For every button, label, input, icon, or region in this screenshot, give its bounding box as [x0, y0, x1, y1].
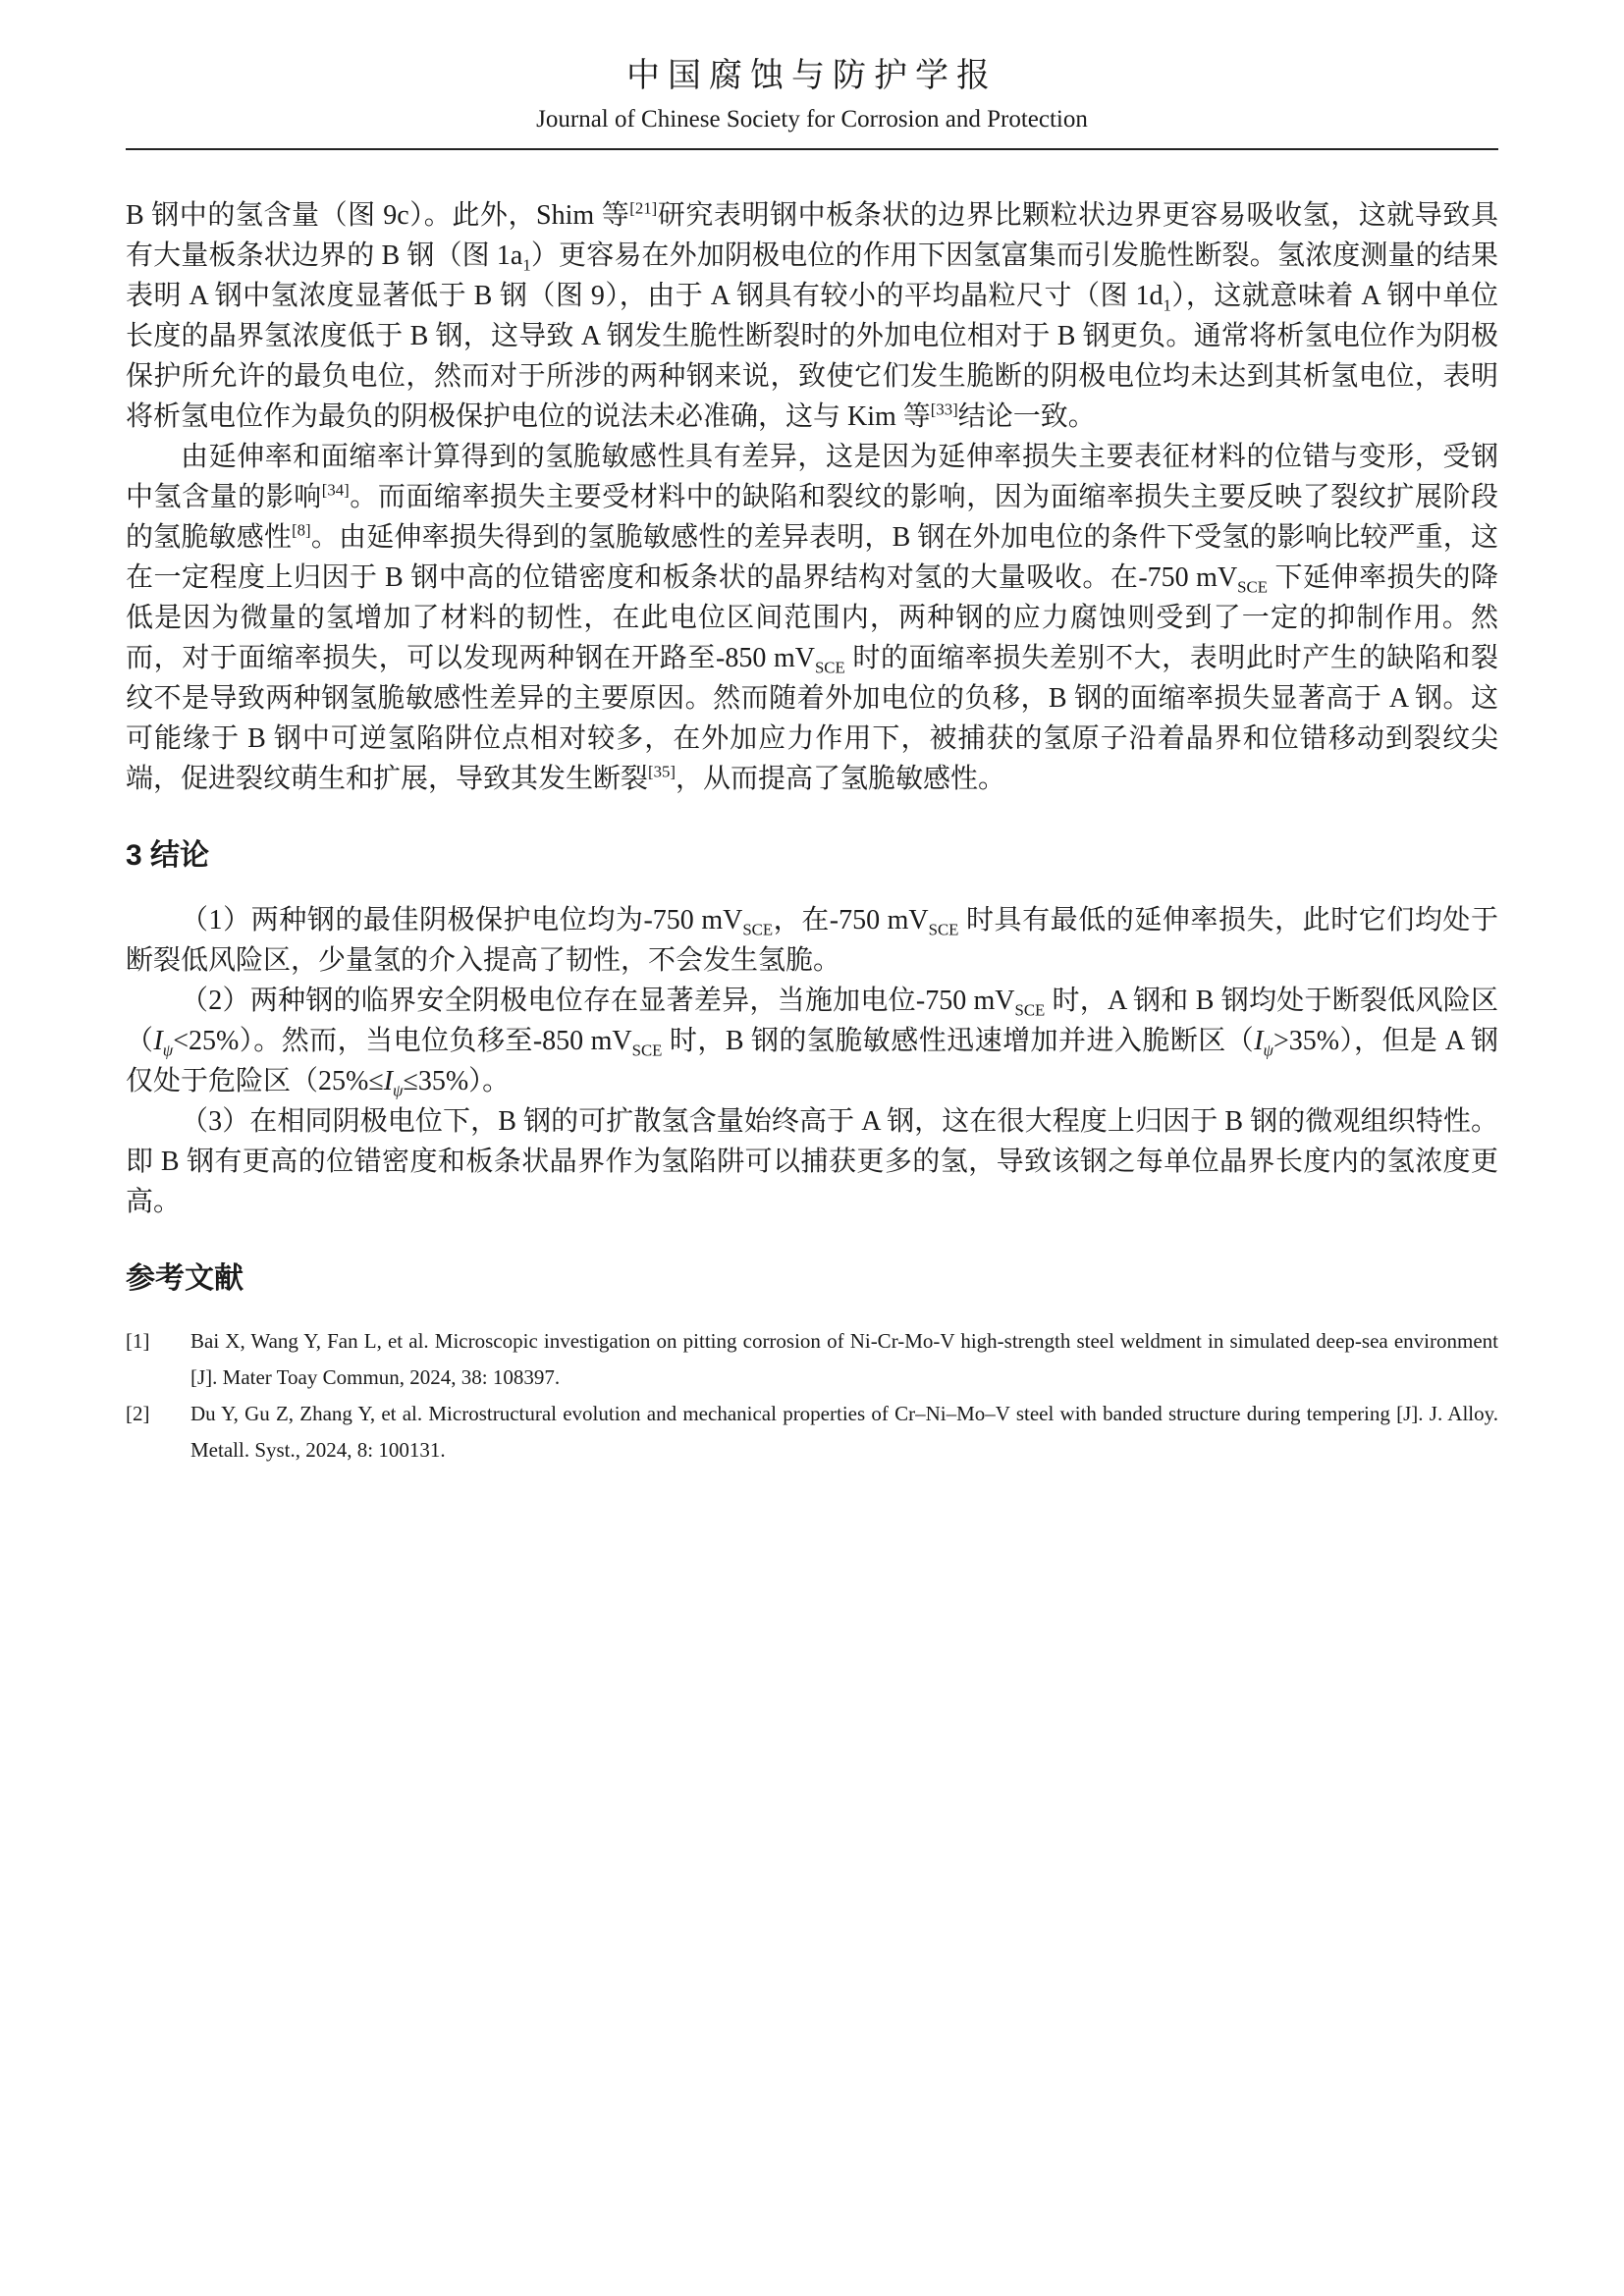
citation-superscript: [21] [629, 198, 658, 218]
subscript-text: 1 [522, 255, 531, 275]
reference-text: Bai X, Wang Y, Fan L, et al. Microscopic investigation on pitting corrosion of Ni-Cr-Mo-V high-strength steel weldment in simulated deep-sea environment [J]. Mater Toay Commun, 2024, 38: 108397. [190, 1328, 1498, 1389]
italic-text: I [1254, 1025, 1264, 1056]
section-heading: 参考文献 [126, 1261, 244, 1295]
citation-superscript: [34] [321, 480, 350, 500]
italic-text: I [153, 1025, 163, 1056]
subscript-text: SCE [631, 1041, 663, 1060]
journal-header [126, 57, 1498, 150]
subscript-text: SCE [928, 920, 959, 939]
body-paragraph: （3）在相同阴极电位下，B 钢的可扩散氢含量始终高于 A 钢，这在很大程度上归因于 B 钢的微观组织特性。即 B 钢有更高的位错密度和板条状晶界作为氢陷阱可以捕获更多的氢，导致该钢之每单位晶界长度内的氢浓度更高。 [126, 1105, 1498, 1217]
body-paragraph: B 钢中的氢含量（图 9c）。此外，Shim 等[21]研究表明钢中板条状的边界比颗粒状边界更容易吸收氢，这就导致具有大量板条状边界的 B 钢（图 $1a_1$）更容易在外加阴极电位的作用下因氢富集而引发脆性断裂。氢浓度测量的结果表明 A 钢中氢浓度显著低于 B 钢（图 9），由于 A 钢具有较小的平均晶粒尺寸（图 $1d_1$），这就意味着 A 钢中单位长度的晶界氢浓度低于 B 钢，这导致 A 钢发生脆性断裂时的外加电位相对于 B 钢更负。通常将析氢电位作为阴极保护所允许的最负电位，然而对于所涉的两种钢来说，致使它们发生脆断的阴极电位均未达到其析氢电位，表明将析氢电位作为最负的阴极保护电位的说法未必准确，这与 Kim 等[33]结论一致。 [126, 198, 1498, 432]
reference-text: Du Y, Gu Z, Zhang Y, et al. Microstructural evolution and mechanical properties of Cr–Ni–Mo–V steel with banded structure during tempering [J]. J. Alloy. Metall. Syst., 2024, 8: 100131. [190, 1401, 1498, 1462]
citation-superscript: [33] [930, 400, 958, 419]
document-body [126, 150, 1498, 1468]
reference-item [126, 1396, 1498, 1468]
reference-item [126, 1323, 1498, 1396]
subscript-text: 1 [1163, 295, 1171, 315]
body-paragraph: 由延伸率和面缩率计算得到的氢脆敏感性具有差异，这是因为延伸率损失主要表征材料的位错与变形，受钢中氢含量的影响[34]。而面缩率损失主要受材料中的缺陷和裂纹的影响，因为面缩率损失主要反映了裂纹扩展阶段的氢脆敏感性[8]。由延伸率损失得到的氢脆敏感性的差异表明，B 钢在外加电位的条件下受氢的影响比较严重，这在一定程度上归因于 B 钢中高的位错密度和板条状的晶界结构对氢的大量吸收。在-750 $mV_{SCE}$ 下延伸率损失的降低是因为微量的氢增加了材料的韧性，在此电位区间范围内，两种钢的应力腐蚀则受到了一定的抑制作用。然而，对于面缩率损失，可以发现两种钢在开路至-850 $mV_{SCE}$ 时的面缩率损失差别不大，表明此时产生的缺陷和裂纹不是导致两种钢氢脆敏感性差异的主要原因。然而随着外加电位的负移，B 钢的面缩率损失显著高于 A 钢。这可能缘于 B 钢中可逆氢陷阱位点相对较多，在外加应力作用下，被捕获的氢原子沿着晶界和位错移动到裂纹尖端，促进裂纹萌生和扩展，导致其发生断裂[35]，从而提高了氢脆敏感性。 [126, 441, 1499, 794]
subscript-italic: ψ [162, 1041, 174, 1060]
subscript-text: SCE [814, 658, 845, 677]
subscript-text: SCE [1237, 577, 1268, 597]
body-paragraph: （1）两种钢的最佳阴极保护电位均为-750 $mV_{SCE}$，在-750 $mV_{SCE}$ 时具有最低的延伸率损失，此时它们均处于断裂低风险区，少量氢的介入提高了韧性，不会发生氢脆。 [126, 904, 1498, 976]
citation-superscript: [8] [292, 520, 311, 540]
subscript-text: SCE [1014, 1000, 1046, 1020]
section-heading: 3 结论 [126, 838, 210, 872]
italic-text: I [383, 1065, 394, 1096]
reference-number: [2] [126, 1401, 150, 1425]
reference-number: [1] [126, 1328, 150, 1353]
subscript-text: SCE [742, 920, 774, 939]
subscript-italic: ψ [393, 1081, 404, 1100]
citation-superscript: [35] [648, 762, 676, 781]
body-paragraph: （2）两种钢的临界安全阴极电位存在显著差异，当施加电位-750 $mV_{SCE}$ 时，A 钢和 B 钢均处于断裂低风险区$(I_\psi<25\%)$。然而，当电位负移至-850 $mV_{SCE}$ 时，B 钢的氢脆敏感性迅速增加并进入脆断区$(I_\psi>35\%)$，但是 A 钢仅处于危险区$(25\%\le I_\psi\le 35\%)$。 [126, 985, 1499, 1100]
subscript-italic: ψ [1263, 1041, 1273, 1060]
journal-title-en: Journal of Chinese Society for Corrosion and Protection [536, 105, 1088, 133]
journal-title-zh: 中国腐蚀与防护学报 [626, 58, 998, 94]
